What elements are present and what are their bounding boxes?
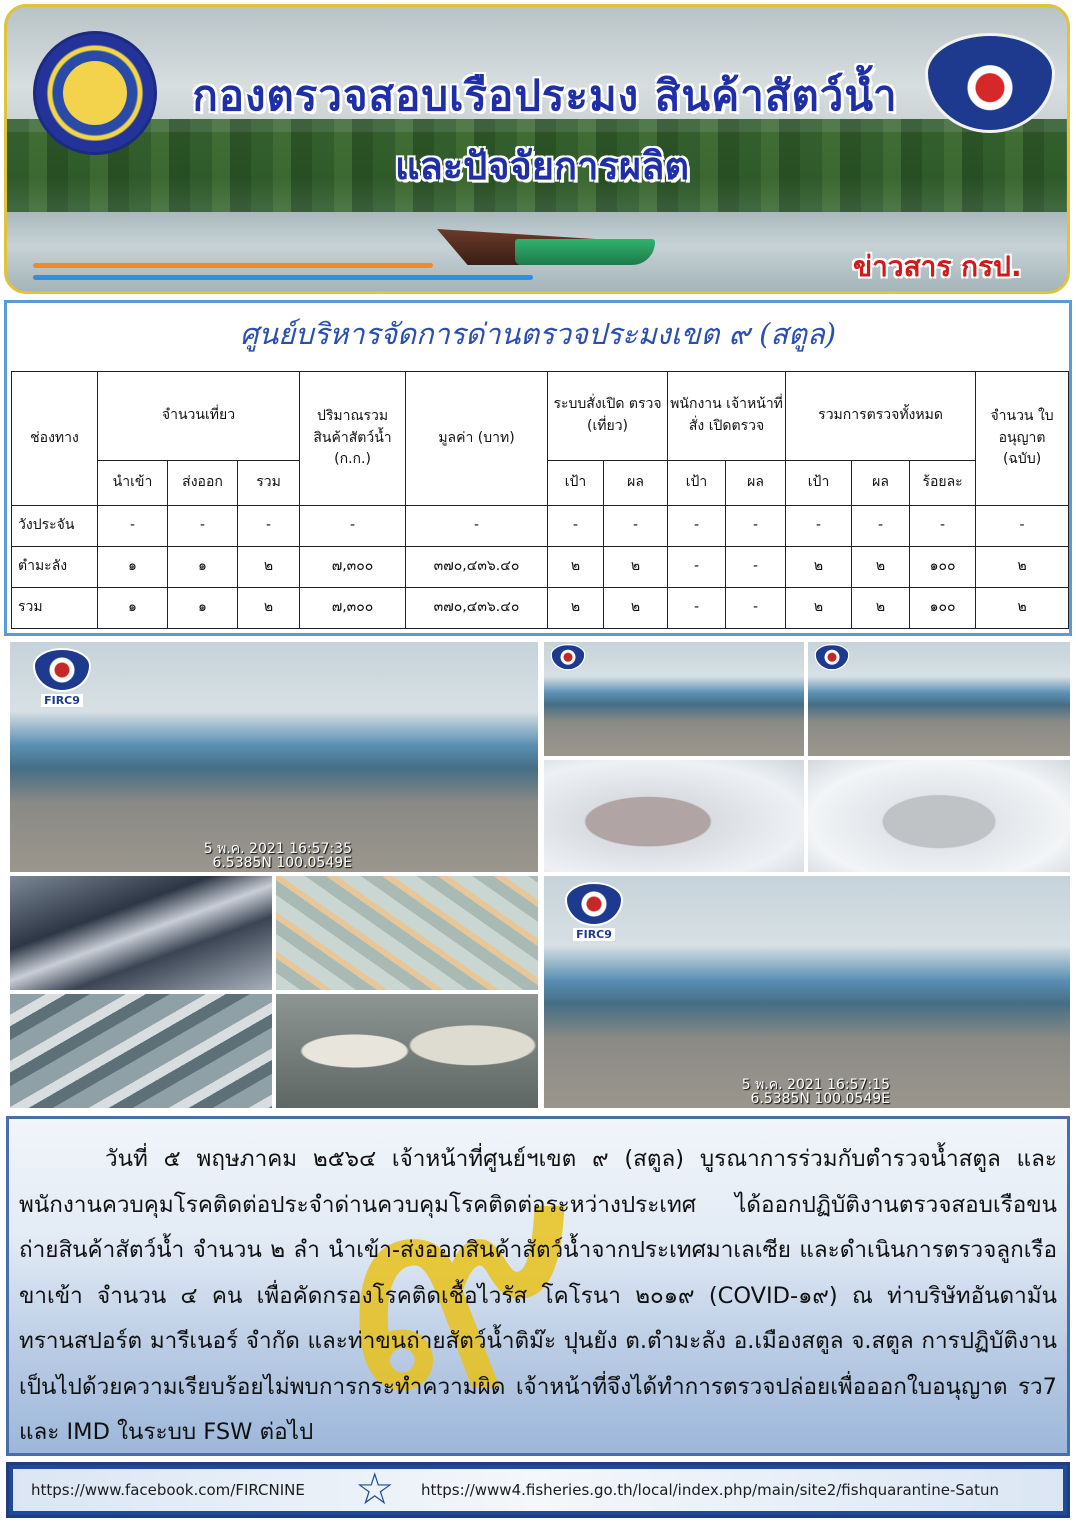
cell-permits: ๒ [976, 547, 1069, 588]
firc9-badge-label: FIRC9 [573, 928, 615, 941]
header-inspection-total: รวมการตรวจทั้งหมด [786, 372, 976, 461]
subheader-result: ผล [852, 461, 910, 506]
photo-inspection-pier [10, 642, 538, 872]
table-row [12, 547, 1069, 588]
cell-value: ๓๗๐,๔๓๖.๔๐ [406, 547, 548, 588]
cell-channel: วังประจัน [12, 506, 98, 547]
green-boat-image [515, 239, 655, 265]
footer-bar [6, 1462, 1070, 1518]
star-icon: ☆ [355, 1464, 395, 1515]
table-row [12, 588, 1069, 629]
cell-sys-target: ๒ [548, 588, 604, 629]
cell-channel: ตำมะลัง [12, 547, 98, 588]
banner-title-line1: กองตรวจสอบเรือประมง สินค้าสัตว์น้ำ [192, 71, 898, 120]
cell-ins-target: ๒ [786, 547, 852, 588]
firc9-shield-icon [551, 644, 586, 670]
section-title: ศูนย์บริหารจัดการด่านตรวจประมงเขต ๙ (สตูล) [239, 317, 837, 351]
cell-export: - [168, 506, 238, 547]
firc9-badge [550, 644, 586, 681]
fishery-inspection-logo [925, 33, 1055, 133]
header-value: มูลค่า (บาท) [406, 372, 548, 506]
cell-off-target: - [668, 547, 726, 588]
photo-fish-on-ice [808, 760, 1070, 872]
cell-value: - [406, 506, 548, 547]
firc9-shield-icon [33, 648, 91, 692]
subheader-percent: ร้อยละ [910, 461, 976, 506]
cell-ins-percent: - [910, 506, 976, 547]
cell-ins-percent: ๑๐๐ [910, 588, 976, 629]
firc9-badge [814, 644, 850, 681]
cell-off-target: - [668, 506, 726, 547]
timestamp-date: 5 พ.ค. 2021 16:57:35 [203, 841, 352, 857]
firc9-shield-icon [565, 882, 623, 926]
statistics-table [11, 371, 1069, 629]
cell-sys-target: ๒ [548, 547, 604, 588]
cell-import: ๑ [98, 588, 168, 629]
cell-sys-result: ๒ [604, 547, 668, 588]
cell-value: ๓๗๐,๔๓๖.๔๐ [406, 588, 548, 629]
cell-total: - [238, 506, 300, 547]
subheader-total: รวม [238, 461, 300, 506]
timestamp-date: 5 พ.ค. 2021 16:57:15 [741, 1077, 890, 1093]
photo-tuna [10, 876, 272, 990]
cell-ins-percent: ๑๐๐ [910, 547, 976, 588]
cell-sys-result: - [604, 506, 668, 547]
firc9-badge-label: FIRC9 [41, 694, 83, 707]
cell-off-result: - [726, 547, 786, 588]
photo-officers-pier [808, 642, 1070, 756]
timestamp-coords: 6.5385N 100.0549E [212, 855, 352, 871]
cell-ins-result: ๒ [852, 588, 910, 629]
cell-off-result: - [726, 588, 786, 629]
header-channel: ช่องทาง [12, 372, 98, 506]
timestamp-coords: 6.5385N 100.0549E [750, 1091, 890, 1107]
photo-pomfret [276, 994, 538, 1108]
website-link[interactable]: https://www4.fisheries.go.th/local/index.php/main/site2/fishquarantine-Satun [421, 1481, 999, 1499]
cell-channel: รวม [12, 588, 98, 629]
banner-title-line2: และปัจจัยการผลิต [394, 144, 690, 188]
cell-ins-result: - [852, 506, 910, 547]
header-trips: จำนวนเที่ยว [98, 372, 300, 461]
table-row [12, 506, 1069, 547]
news-description-text: วันที่ ๕ พฤษภาคม ๒๕๖๔ เจ้าหน้าที่ศูนย์ฯเขต ๙ (สตูล) บูรณาการร่วมกับตำรวจน้ำสตูล และพนักงานควบคุมโรคติดต่อประจำด่านควบคุมโรคติดต่อระหว่างประเทศ ได้ออกปฏิบัติงานตรวจสอบเรือขนถ่ายสินค้าสัตว์น้ำ จำนวน ๒ ลำ นำเข้า-ส่งออกสินค้าสัตว์น้ำจากประเทศมาเลเซีย และดำเนินการตรวจลูกเรือขาเข้า จำนวน ๔ คน เพื่อคัดกรองโรคติดเชื้อไวรัส โคโรนา ๒๐๑๙ (COVID-๑๙) ณ ท่าบริษัทอันดามัน ทรานสปอร์ต มารีเนอร์ จำกัด และท่าขนถ่ายสัตว์น้ำติม๊ะ ปุนยัง ต.ตำมะลัง อ.เมืองสตูล จ.สตูล การปฏิบัติงานเป็นไปด้วยความเรียบร้อยไม่พบการกระทำความผิด เจ้าหน้าที่จึงได้ทำการตรวจปล่อยเพื่อออกใบอนุญาต รว7 และ IMD ในระบบ FSW ต่อไป [19, 1146, 1057, 1445]
cell-total: ๒ [238, 547, 300, 588]
department-of-fisheries-seal [33, 31, 157, 155]
cell-sys-result: ๒ [604, 588, 668, 629]
firc9-badge [564, 882, 624, 944]
cell-export: ๑ [168, 588, 238, 629]
cell-ins-target: ๒ [786, 588, 852, 629]
cell-sys-target: - [548, 506, 604, 547]
firc9-shield-icon [815, 644, 850, 670]
cell-import: ๑ [98, 547, 168, 588]
cell-ins-target: - [786, 506, 852, 547]
news-label: ข่าวสาร กรป. [853, 250, 1022, 283]
header-quantity: ปริมาณรวม สินค้าสัตว์น้ำ (ก.ก.) [300, 372, 406, 506]
subheader-target: เป้า [668, 461, 726, 506]
cell-quantity: ๗,๓๐๐ [300, 588, 406, 629]
cell-off-target: - [668, 588, 726, 629]
news-description-box [6, 1116, 1070, 1456]
cell-permits: ๒ [976, 588, 1069, 629]
subheader-target: เป้า [786, 461, 852, 506]
cell-quantity: - [300, 506, 406, 547]
seal-emblem-icon [63, 61, 127, 125]
header-permits: จำนวน ใบอนุญาต (ฉบับ) [976, 372, 1069, 506]
subheader-export: ส่งออก [168, 461, 238, 506]
header-order-system: ระบบสั่งเปิด ตรวจ (เที่ยว) [548, 372, 668, 461]
firc9-badge [32, 648, 92, 710]
subheader-import: นำเข้า [98, 461, 168, 506]
header-officer-order: พนักงาน เจ้าหน้าที่สั่ง เปิดตรวจ [668, 372, 786, 461]
table-header-row [12, 372, 1069, 461]
photo-shrimp [276, 876, 538, 990]
cell-export: ๑ [168, 547, 238, 588]
cell-ins-result: ๒ [852, 547, 910, 588]
subheader-result: ผล [726, 461, 786, 506]
header-banner [4, 4, 1070, 294]
photo-timestamp [204, 842, 352, 870]
photo-mackerel [10, 994, 272, 1108]
orange-stripe [33, 263, 433, 268]
subheader-result: ผล [604, 461, 668, 506]
cell-permits: - [976, 506, 1069, 547]
statistics-section [4, 300, 1072, 636]
photo-document-handover [544, 876, 1070, 1108]
cell-total: ๒ [238, 588, 300, 629]
zone-nine-watermark: ๙ [339, 1116, 581, 1456]
cell-quantity: ๗,๓๐๐ [300, 547, 406, 588]
photo-timestamp [742, 1078, 890, 1106]
facebook-link[interactable]: https://www.facebook.com/FIRCNINE [31, 1481, 305, 1499]
cell-import: - [98, 506, 168, 547]
blue-stripe [33, 275, 533, 280]
photo-snapper-on-ice [544, 760, 804, 872]
photo-officers-checking [544, 642, 804, 756]
cell-off-result: - [726, 506, 786, 547]
subheader-target: เป้า [548, 461, 604, 506]
